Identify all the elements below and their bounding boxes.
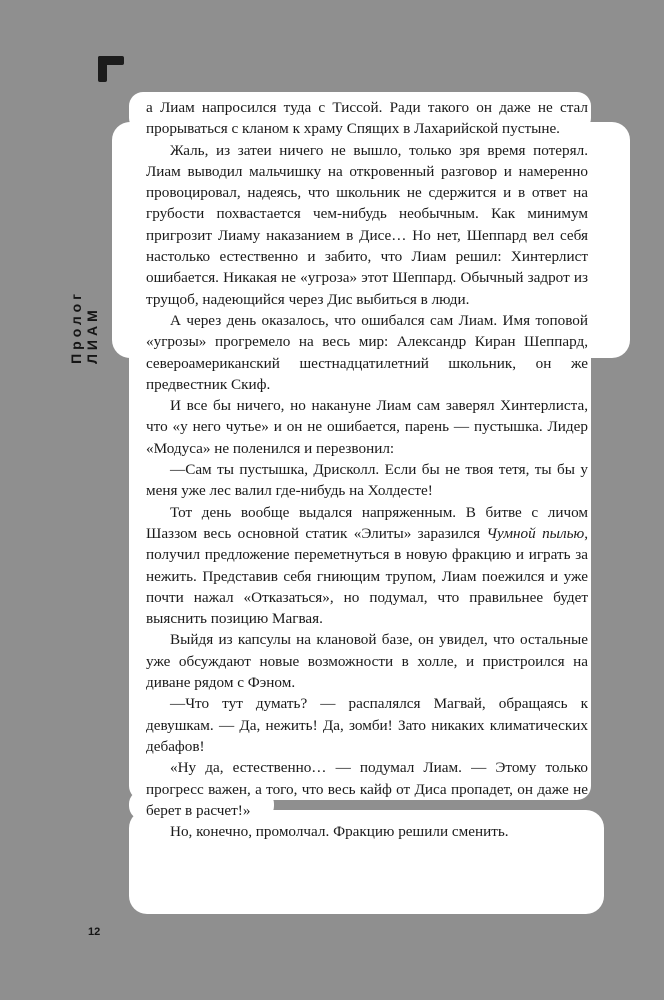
paragraph: Жаль, из затеи ничего не вышло, только зря время потерял. Лиам выводил мальчишку на откровенный разговор и намеренно провоцировал, надеясь, что школьник не сдержится и в ответ на грубости похвастается чем-нибудь необычным. Как минимум пригрозит Лиаму наказанием в Дисе… Но нет, Шеппард вел себя настолько естественно и забито, что Лиам решил: Хинтерлист ошибается. Никакая не «угроза» этот Шеппард. Обычный задрот из трущоб, надеющийся через Дис выбиться в люди.	[146, 141, 588, 308]
paragraph: И все бы ничего, но накануне Лиам сам заверял Хинтерлиста, что «у него чутье» и он не ошибается, парень — пустышка. Лидер «Модуса» не поленился и перезвонил:	[146, 397, 588, 457]
paragraph: «Ну да, естественно… — подумал Лиам. — Этому только прогресс важен, а того, что весь кайф от Диса пропадет, он даже не берет в расчет!»	[146, 759, 588, 819]
body-text	[146, 97, 588, 842]
paragraph: а Лиам напросился туда с Тиссой. Ради такого он даже не стал прорываться с кланом к храму Спящих в Лахарийской пустыне.	[146, 99, 588, 138]
paragraph: Выйдя из капсулы на клановой базе, он увидел, что остальные уже обсуждают новые возможности в холле, и пристроился на диване рядом с Фэном.	[146, 631, 588, 692]
running-header	[68, 290, 100, 410]
paragraph: А через день оказалось, что ошибался сам Лиам. Имя топовой «угрозы» прогремело на весь мир: Александр Киран Шеппард, североамериканский шестнадцатилетний школьник, он же предвестник Скиф.	[146, 311, 588, 393]
paragraph: Тот день вообще выдался напряженным. В битве с личом Шаззом весь основной статик «Элиты» заразился Чумной пылью, получил предложение переметнуться в новую фракцию и играть за нежить. Представив себя гниющим трупом, Лиам поежился и уже почти нажал «Отказаться», но подумал, что правильнее будет выяснить позицию Магвая.	[146, 503, 588, 628]
section-title: Пролог	[68, 290, 84, 364]
page-number: 12	[88, 926, 101, 938]
chapter-corner-mark	[98, 56, 124, 82]
paragraph: —Сам ты пустышка, Дрисколл. Если бы не твоя тетя, ты бы у меня уже лес валил где-нибудь на Холдесте!	[146, 461, 588, 500]
chapter-title: ЛИАМ	[84, 306, 100, 364]
italic-term: Чумной пылью	[486, 524, 585, 542]
paragraph: —Что тут думать? — распалялся Магвай, обращаясь к девушкам. — Да, нежить! Да, зомби! Зато никаких климатических дебафов!	[146, 695, 588, 755]
paragraph: Но, конечно, промолчал. Фракцию решили сменить.	[170, 823, 509, 841]
